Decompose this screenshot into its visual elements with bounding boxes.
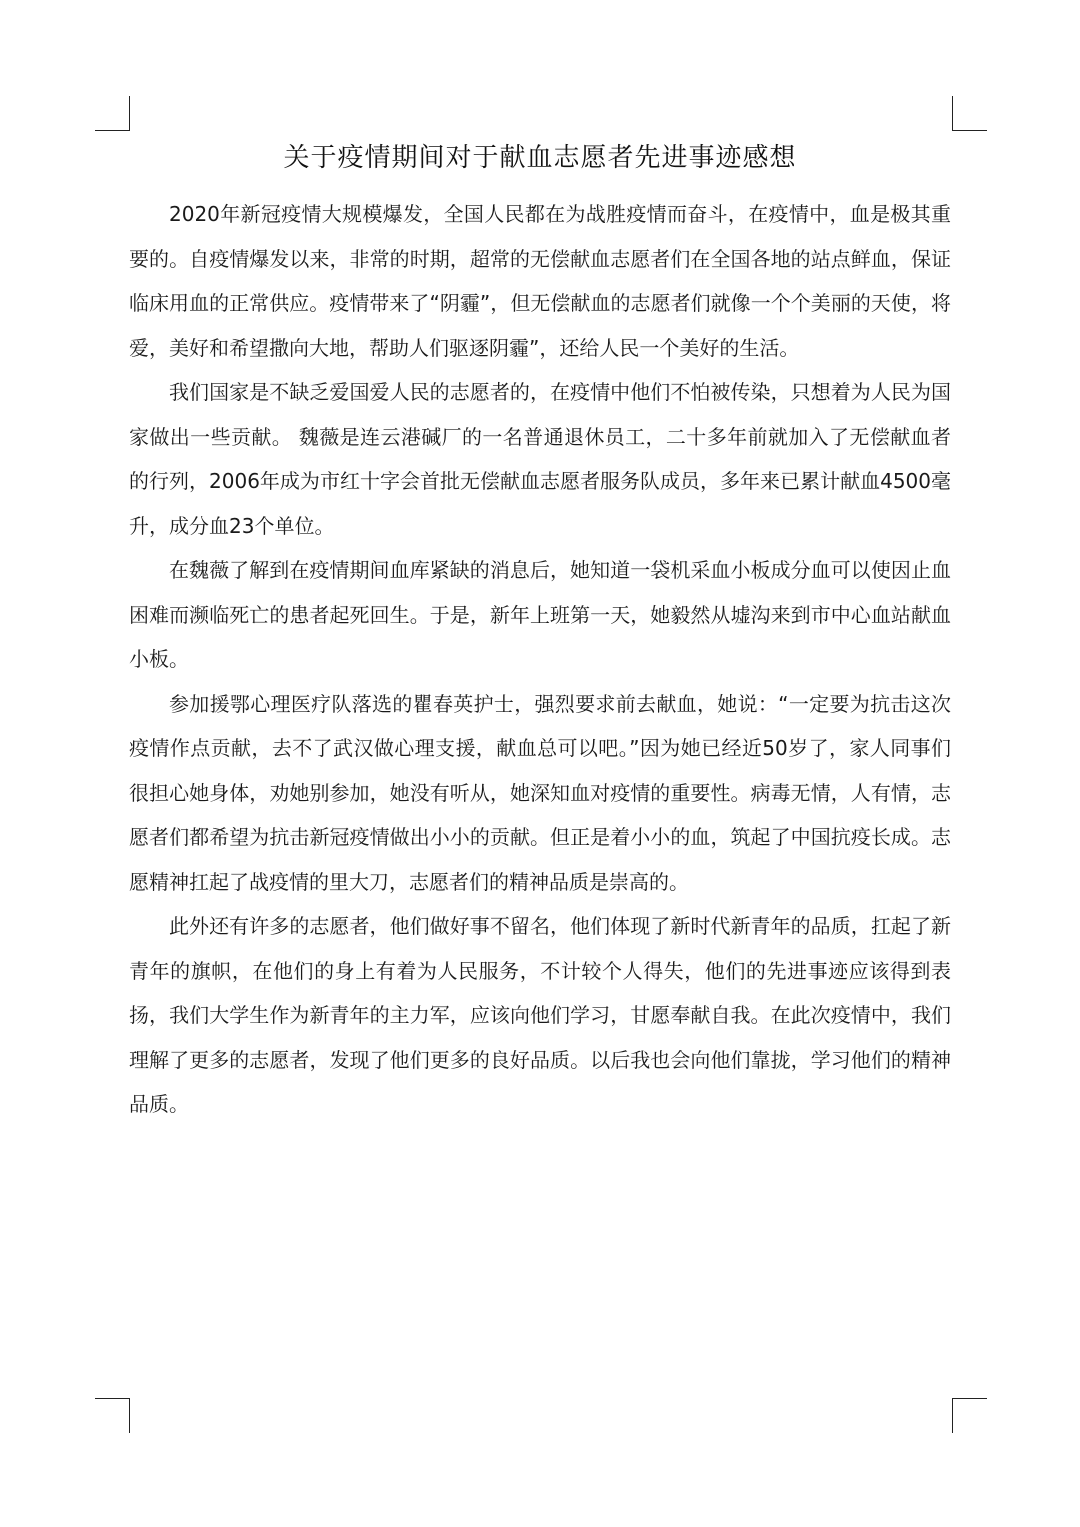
paragraph-5: 此外还有许多的志愿者，他们做好事不留名，他们体现了新时代新青年的品质，扛起了新青年的旗帜，在他们的身上有着为人民服务，不计较个人得失，他们的先进事迹应该得到表扬，我们大学生作为新青年的主力军，应该向他们学习，甘愿奉献自我。在此次疫情中，我们理解了更多的志愿者，发现了他们更多的良好品质。以后我也会向他们靠拢，学习他们的精神品质。 [129, 914, 951, 1116]
paragraph-1: 2020年新冠疫情大规模爆发，全国人民都在为战胜疫情而奋斗，在疫情中，血是极其重要的。自疫情爆发以来，非常的时期，超常的无偿献血志愿者们在全国各地的站点鲜血，保证临床用血的正常供应。疫情带来了“阴霾”，但无偿献血的志愿者们就像一个个美丽的天使，将爱，美好和希望撒向大地，帮助人们驱逐阴霾”，还给人民一个美好的生活。 [129, 202, 951, 360]
crop-mark-bottom-left [95, 1398, 130, 1433]
document-title: 关于疫情期间对于献血志愿者先进事迹感想 [283, 143, 797, 173]
document-body [129, 138, 951, 1127]
paragraph-4: 参加援鄂心理医疗队落选的瞿春英护士，强烈要求前去献血，她说：“一定要为抗击这次疫情作点贡献，去不了武汉做心理支援，献血总可以吧。”因为她已经近50岁了，家人同事们很担心她身体，劝她别参加，她没有听从，她深知血对疫情的重要性。病毒无情，人有情，志愿者们都希望为抗击新冠疫情做出小小的贡献。但正是着小小的血，筑起了中国抗疫长成。志愿精神扛起了战疫情的里大刀，志愿者们的精神品质是崇高的。 [129, 691, 951, 894]
crop-mark-top-left [95, 96, 130, 131]
paragraph-2: 我们国家是不缺乏爱国爱人民的志愿者的，在疫情中他们不怕被传染，只想着为人民为国家做出一些贡献。 魏薇是连云港碱厂的一名普通退休员工，二十多年前就加入了无偿献血者的行列，2006年成为市红十字会首批无偿献血志愿者服务队成员，多年来已累计献血4500毫升，成分血23个单位。 [129, 380, 951, 538]
crop-mark-top-right [952, 96, 987, 131]
paragraph-3: 在魏薇了解到在疫情期间血库紧缺的消息后，她知道一袋机采血小板成分血可以使因止血困难而濒临死亡的患者起死回生。于是，新年上班第一天，她毅然从墟沟来到市中心血站献血小板。 [129, 558, 951, 671]
crop-mark-bottom-right [952, 1398, 987, 1433]
